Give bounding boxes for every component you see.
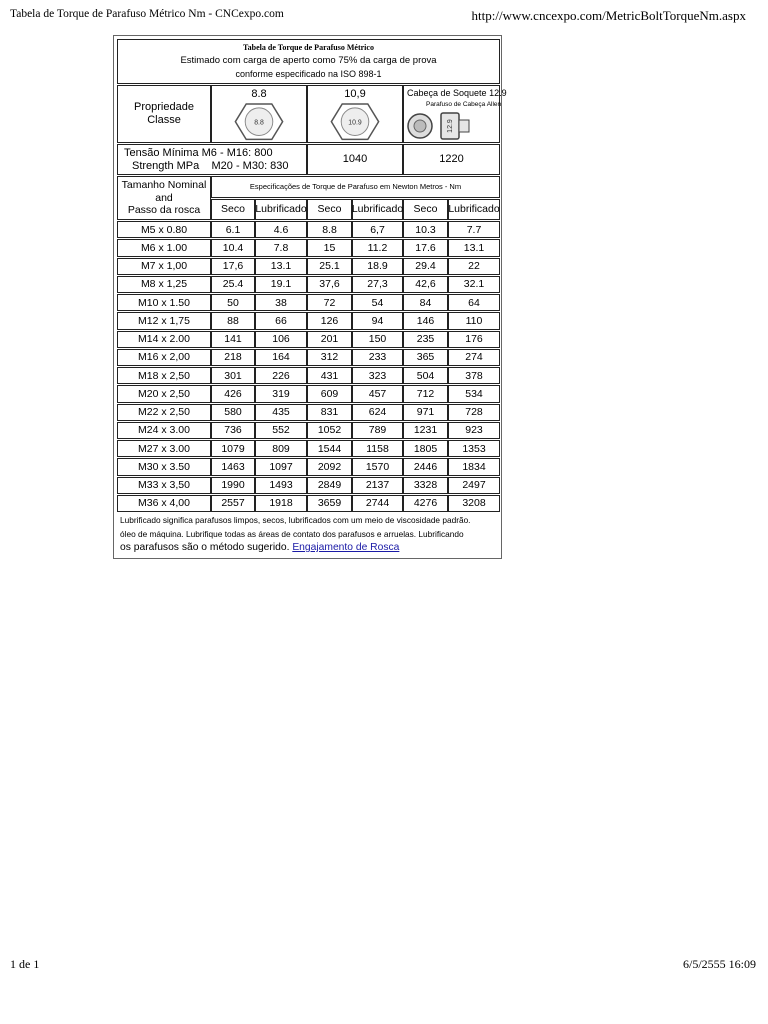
torque-value-cell: 176 (448, 331, 500, 348)
torque-value-cell: 106 (255, 331, 307, 348)
bolt-size-cell: M30 x 3.50 (117, 458, 211, 475)
torque-value-cell: 274 (448, 349, 500, 366)
torque-value-cell: 6.1 (211, 221, 255, 238)
table-standard: conforme especificado na ISO 898-1 (235, 69, 382, 80)
bolt-size-cell: M24 x 3.00 (117, 422, 211, 439)
torque-value-cell: 609 (307, 385, 352, 402)
torque-value-cell: 233 (352, 349, 403, 366)
torque-value-cell: 3208 (448, 495, 500, 512)
bolt-size-cell: M12 x 1,75 (117, 312, 211, 329)
torque-value-cell: 426 (211, 385, 255, 402)
torque-value-cell: 22 (448, 258, 500, 275)
bolt-size-cell: M6 x 1.00 (117, 239, 211, 256)
torque-value-cell: 624 (352, 404, 403, 421)
torque-value-cell: 1918 (255, 495, 307, 512)
socket-head-title: Cabeça de Soquete 12.9 (407, 88, 507, 98)
torque-value-cell: 17,6 (211, 258, 255, 275)
socket-bolt-text: 12.9 (447, 119, 454, 133)
torque-value-cell: 84 (403, 294, 448, 311)
torque-value-cell: 64 (448, 294, 500, 311)
hex-bolt-10-9-text: 10.9 (348, 119, 362, 127)
bolt-size-cell: M36 x 4,00 (117, 495, 211, 512)
tensile-socket-value: 1220 (403, 144, 500, 175)
property-class-line2: Classe (147, 114, 181, 126)
torque-value-cell: 218 (211, 349, 255, 366)
thread-engagement-link[interactable]: Engajamento de Rosca (292, 542, 400, 553)
torque-value-cell: 323 (352, 367, 403, 384)
column-header-dry: Seco (307, 199, 352, 220)
hex-bolt-8-8-text: 8.8 (254, 119, 264, 127)
torque-value-cell: 10.3 (403, 221, 448, 238)
hex-bolt-10-9-icon (330, 101, 380, 142)
torque-value-cell: 3328 (403, 477, 448, 494)
torque-value-cell: 25.4 (211, 276, 255, 293)
torque-value-cell: 13.1 (255, 258, 307, 275)
size-header-line1: Tamanho Nominal (121, 179, 207, 192)
size-header-line2: and (155, 191, 173, 204)
tensile-line2 (132, 160, 289, 173)
note-line2: óleo de máquina. Lubrifique todas as áreas de contato dos parafusos e arruelas. Lubrificando (120, 529, 464, 539)
table-subtitle: Estimado com carga de aperto como 75% da carga de prova (180, 55, 437, 67)
torque-value-cell: 1990 (211, 477, 255, 494)
torque-value-cell: 29.4 (403, 258, 448, 275)
torque-value-cell: 11.2 (352, 239, 403, 256)
torque-value-cell: 831 (307, 404, 352, 421)
torque-value-cell: 66 (255, 312, 307, 329)
torque-value-cell: 110 (448, 312, 500, 329)
print-footer-page: 1 de 1 (10, 957, 40, 971)
bolt-size-cell: M16 x 2,00 (117, 349, 211, 366)
bolt-size-cell: M27 x 3.00 (117, 440, 211, 457)
torque-value-cell: 42,6 (403, 276, 448, 293)
bolt-size-cell: M8 x 1,25 (117, 276, 211, 293)
column-header-lubricated: Lubrificado (352, 199, 403, 220)
torque-value-cell: 1052 (307, 422, 352, 439)
torque-spec-header: Especificações de Torque de Parafuso em Newton Metros - Nm (211, 176, 500, 198)
torque-value-cell: 3659 (307, 495, 352, 512)
torque-value-cell: 580 (211, 404, 255, 421)
torque-value-cell: 2092 (307, 458, 352, 475)
torque-value-cell: 301 (211, 367, 255, 384)
torque-value-cell: 1493 (255, 477, 307, 494)
torque-value-cell: 1158 (352, 440, 403, 457)
torque-value-cell: 235 (403, 331, 448, 348)
bolt-size-cell: M22 x 2,50 (117, 404, 211, 421)
print-header-title: Tabela de Torque de Parafuso Métrico Nm - CNCexpo.com (10, 8, 284, 20)
torque-value-cell: 150 (352, 331, 403, 348)
torque-value-cell: 7.8 (255, 239, 307, 256)
torque-value-cell: 552 (255, 422, 307, 439)
grade-10-9-label: 10,9 (344, 88, 366, 100)
grade-10-9-header (307, 85, 403, 143)
torque-value-cell: 27,3 (352, 276, 403, 293)
torque-value-cell: 72 (307, 294, 352, 311)
grade-8-8-header (211, 85, 307, 143)
torque-value-cell: 2446 (403, 458, 448, 475)
torque-value-cell: 1805 (403, 440, 448, 457)
torque-value-cell: 88 (211, 312, 255, 329)
bolt-size-cell: M14 x 2.00 (117, 331, 211, 348)
torque-value-cell: 534 (448, 385, 500, 402)
torque-value-cell: 226 (255, 367, 307, 384)
torque-value-cell: 736 (211, 422, 255, 439)
torque-value-cell: 13.1 (448, 239, 500, 256)
torque-value-cell: 712 (403, 385, 448, 402)
size-pitch-header (117, 176, 211, 220)
torque-value-cell: 146 (403, 312, 448, 329)
note-line3 (120, 541, 502, 555)
tensile-m20-m30: M20 - M30: 830 (211, 159, 289, 172)
torque-value-cell: 18.9 (352, 258, 403, 275)
torque-value-cell: 50 (211, 294, 255, 311)
tensile-line1: Tensão Mínima M6 - M16: 800 (124, 146, 273, 159)
torque-value-cell: 10.4 (211, 239, 255, 256)
note-line1: Lubrificado significa parafusos limpos, secos, lubrificados com um meio de viscosidade padrão. (120, 515, 471, 525)
bolt-size-cell: M33 x 3,50 (117, 477, 211, 494)
table-title-box (117, 39, 500, 84)
column-header-lubricated: Lubrificado (255, 199, 307, 220)
torque-value-cell: 1463 (211, 458, 255, 475)
bolt-size-cell: M7 x 1,00 (117, 258, 211, 275)
size-header-line3: Passo da rosca (127, 204, 201, 217)
torque-value-cell: 94 (352, 312, 403, 329)
torque-value-cell: 32.1 (448, 276, 500, 293)
tensile-10-9-value: 1040 (307, 144, 403, 175)
column-header-dry: Seco (211, 199, 255, 220)
torque-value-cell: 17.6 (403, 239, 448, 256)
bolt-size-cell: M5 x 0.80 (117, 221, 211, 238)
torque-value-cell: 365 (403, 349, 448, 366)
torque-table-sheet (113, 35, 507, 559)
grade-8-8-label: 8.8 (251, 88, 267, 100)
torque-value-cell: 15 (307, 239, 352, 256)
socket-bolt-icon (407, 111, 481, 141)
lubrication-note (120, 513, 502, 555)
column-header-lubricated: Lubrificado (448, 199, 500, 220)
torque-value-cell: 1834 (448, 458, 500, 475)
torque-value-cell: 2744 (352, 495, 403, 512)
bolt-size-cell: M20 x 2,50 (117, 385, 211, 402)
torque-value-cell: 378 (448, 367, 500, 384)
property-class-line1: Propriedade (134, 101, 194, 114)
torque-value-cell: 431 (307, 367, 352, 384)
torque-value-cell: 38 (255, 294, 307, 311)
torque-value-cell: 1231 (403, 422, 448, 439)
print-footer-datetime: 6/5/2555 16:09 (682, 957, 756, 971)
torque-value-cell: 971 (403, 404, 448, 421)
torque-value-cell: 1570 (352, 458, 403, 475)
torque-value-cell: 1544 (307, 440, 352, 457)
note-line3-text: os parafusos são o método sugerido. (120, 542, 290, 553)
torque-value-cell: 1097 (255, 458, 307, 475)
torque-value-cell: 4276 (403, 495, 448, 512)
torque-value-cell: 6,7 (352, 221, 403, 238)
torque-value-cell: 1079 (211, 440, 255, 457)
torque-value-cell: 54 (352, 294, 403, 311)
torque-value-cell: 2497 (448, 477, 500, 494)
torque-value-cell: 312 (307, 349, 352, 366)
bolt-size-cell: M18 x 2,50 (117, 367, 211, 384)
socket-head-header (403, 85, 507, 143)
torque-value-cell: 457 (352, 385, 403, 402)
socket-head-subtitle: Parafuso de Cabeça Allen (426, 101, 502, 109)
torque-value-cell: 4.6 (255, 221, 307, 238)
torque-value-cell: 201 (307, 331, 352, 348)
tensile-strength-cell (117, 144, 307, 175)
torque-value-cell: 809 (255, 440, 307, 457)
column-header-dry: Seco (403, 199, 448, 220)
torque-value-cell: 25.1 (307, 258, 352, 275)
bolt-size-cell: M10 x 1.50 (117, 294, 211, 311)
torque-value-cell: 126 (307, 312, 352, 329)
torque-value-cell: 319 (255, 385, 307, 402)
property-class-header (117, 85, 211, 143)
hex-bolt-8-8-icon (234, 101, 284, 142)
torque-value-cell: 7.7 (448, 221, 500, 238)
torque-value-cell: 37,6 (307, 276, 352, 293)
torque-value-cell: 2557 (211, 495, 255, 512)
torque-value-cell: 19.1 (255, 276, 307, 293)
torque-value-cell: 2137 (352, 477, 403, 494)
print-header-url: http://www.cncexpo.com/MetricBoltTorqueNm.aspx (471, 8, 746, 23)
torque-value-cell: 728 (448, 404, 500, 421)
torque-value-cell: 1353 (448, 440, 500, 457)
torque-value-cell: 2849 (307, 477, 352, 494)
torque-value-cell: 504 (403, 367, 448, 384)
tensile-unit: Strength MPa (132, 159, 200, 172)
table-title: Tabela de Torque de Parafuso Métrico (243, 43, 374, 52)
torque-value-cell: 923 (448, 422, 500, 439)
torque-value-cell: 141 (211, 331, 255, 348)
torque-value-cell: 164 (255, 349, 307, 366)
torque-value-cell: 789 (352, 422, 403, 439)
torque-value-cell: 8.8 (307, 221, 352, 238)
torque-value-cell: 435 (255, 404, 307, 421)
